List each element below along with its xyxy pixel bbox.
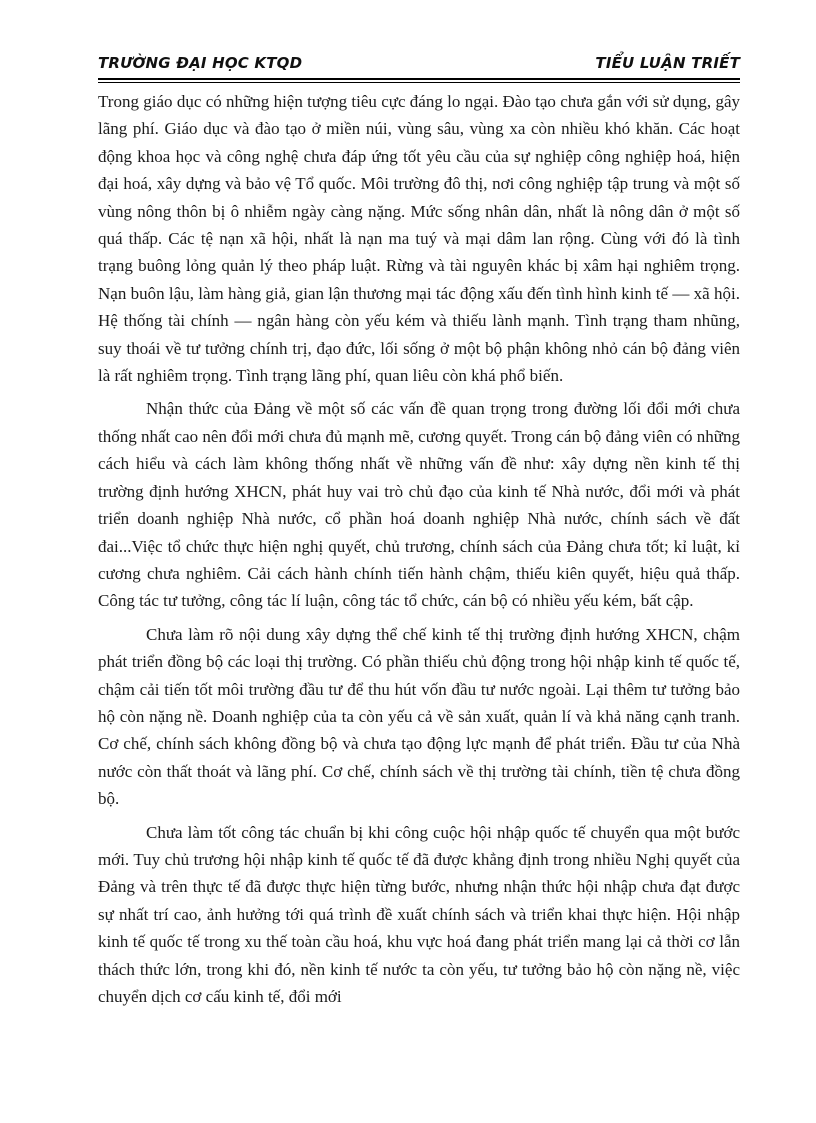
paragraph: Trong giáo dục có những hiện tượng tiêu cực đáng lo ngại. Đào tạo chưa gắn với sử dụng, gây lãng phí. Giáo dục và đào tạo ở miền núi, vùng sâu, vùng xa còn nhiều khó khăn. Các hoạt động khoa học và công nghệ chưa đáp ứng tốt yêu cầu của sự nghiệp công nghiệp hoá, hiện đại hoá, xây dựng và bảo vệ Tổ quốc. Môi trường đô thị, nơi công nghiệp tập trung và một số vùng nông thôn bị ô nhiễm ngày càng nặng. Mức sống nhân dân, nhất là nông dân ở một số quá thấp. Các tệ nạn xã hội, nhất là nạn ma tuý và mại dâm lan rộng. Cùng với đó là tình trạng buông lỏng quản lý theo pháp luật. Rừng và tài nguyên khác bị xâm hại nghiêm trọng. Nạn buôn lậu, làm hàng giả, gian lận thương mại tác động xấu đến tình hình kinh tế — xã hội. Hệ thống tài chính — ngân hàng còn yếu kém và thiếu lành mạnh. Tình trạng tham nhũng, suy thoái về tư tưởng chính trị, đạo đức, lối sống ở một bộ phận không nhỏ cán bộ đảng viên là rất nghiêm trọng. Tình trạng lãng phí, quan liêu còn khá phổ biến.: [98, 92, 740, 386]
paragraph: Nhận thức của Đảng về một số các vấn đề quan trọng trong đường lối đổi mới chưa thống nhất cao nên đổi mới chưa đủ mạnh mẽ, cương quyết. Trong cán bộ đảng viên có những cách hiểu và cách làm không thống nhất về những vấn đề như: xây dựng nền kinh tế thị trường định hướng XHCN, phát huy vai trò chủ đạo của kinh tế Nhà nước, đổi mới và phát triển doanh nghiệp Nhà nước, cổ phần hoá doanh nghiệp Nhà nước, chính sách về đất đai...Việc tổ chức thực hiện nghị quyết, chủ trương, chính sách của Đảng chưa tốt; kỉ luật, kỉ cương chưa nghiêm. Cải cách hành chính tiến hành chậm, thiếu kiên quyết, hiệu quả thấp. Công tác tư tưởng, công tác lí luận, công tác tổ chức, cán bộ có nhiều yếu kém, bất cập.: [98, 399, 740, 611]
paragraph: Chưa làm rõ nội dung xây dựng thể chế kinh tế thị trường định hướng XHCN, chậm phát triển đồng bộ các loại thị trường. Có phần thiếu chủ động trong hội nhập kinh tế quốc tế, chậm cải tiến tốt môi trường đầu tư để thu hút vốn đầu tư nước ngoài. Lại thêm tư tưởng bảo hộ còn nặng nề. Doanh nghiệp của ta còn yếu cả về sản xuất, quản lí và khả năng cạnh tranh. Cơ chế, chính sách không đồng bộ và chưa tạo động lực mạnh để phát triển. Đầu tư của Nhà nước còn thất thoát và lãng phí. Cơ chế, chính sách về thị trường tài chính, tiền tệ chưa đồng bộ.: [98, 624, 740, 809]
body-text: [98, 88, 740, 1016]
paragraph: Chưa làm tốt công tác chuẩn bị khi công cuộc hội nhập quốc tế chuyển qua một bước mới. Tuy chủ trương hội nhập kinh tế quốc tế đã được khẳng định trong nhiều Nghị quyết của Đảng và trên thực tế đã được thực hiện từng bước, nhưng nhận thức hội nhập chưa đạt được sự nhất trí cao, ảnh hưởng tới quá trình đề xuất chính sách và triển khai thực hiện. Hội nhập kinh tế quốc tế trong xu thế toàn cầu hoá, khu vực hoá đang phát triển mang lại cả thời cơ lẫn thách thức lớn, trong khi đó, nền kinh tế nước ta còn yếu, tư tưởng bảo hộ còn nặng nề, việc chuyển dịch cơ cấu kinh tế, đổi mới: [98, 822, 740, 1006]
header-document-type: TIỂU LUẬN TRIẾT: [595, 54, 740, 72]
page-header: [98, 54, 740, 78]
header-rule-thin: [98, 82, 740, 83]
header-school-name: TRƯỜNG ĐẠI HỌC KTQD: [98, 54, 303, 72]
header-rule-thick: [98, 78, 740, 80]
